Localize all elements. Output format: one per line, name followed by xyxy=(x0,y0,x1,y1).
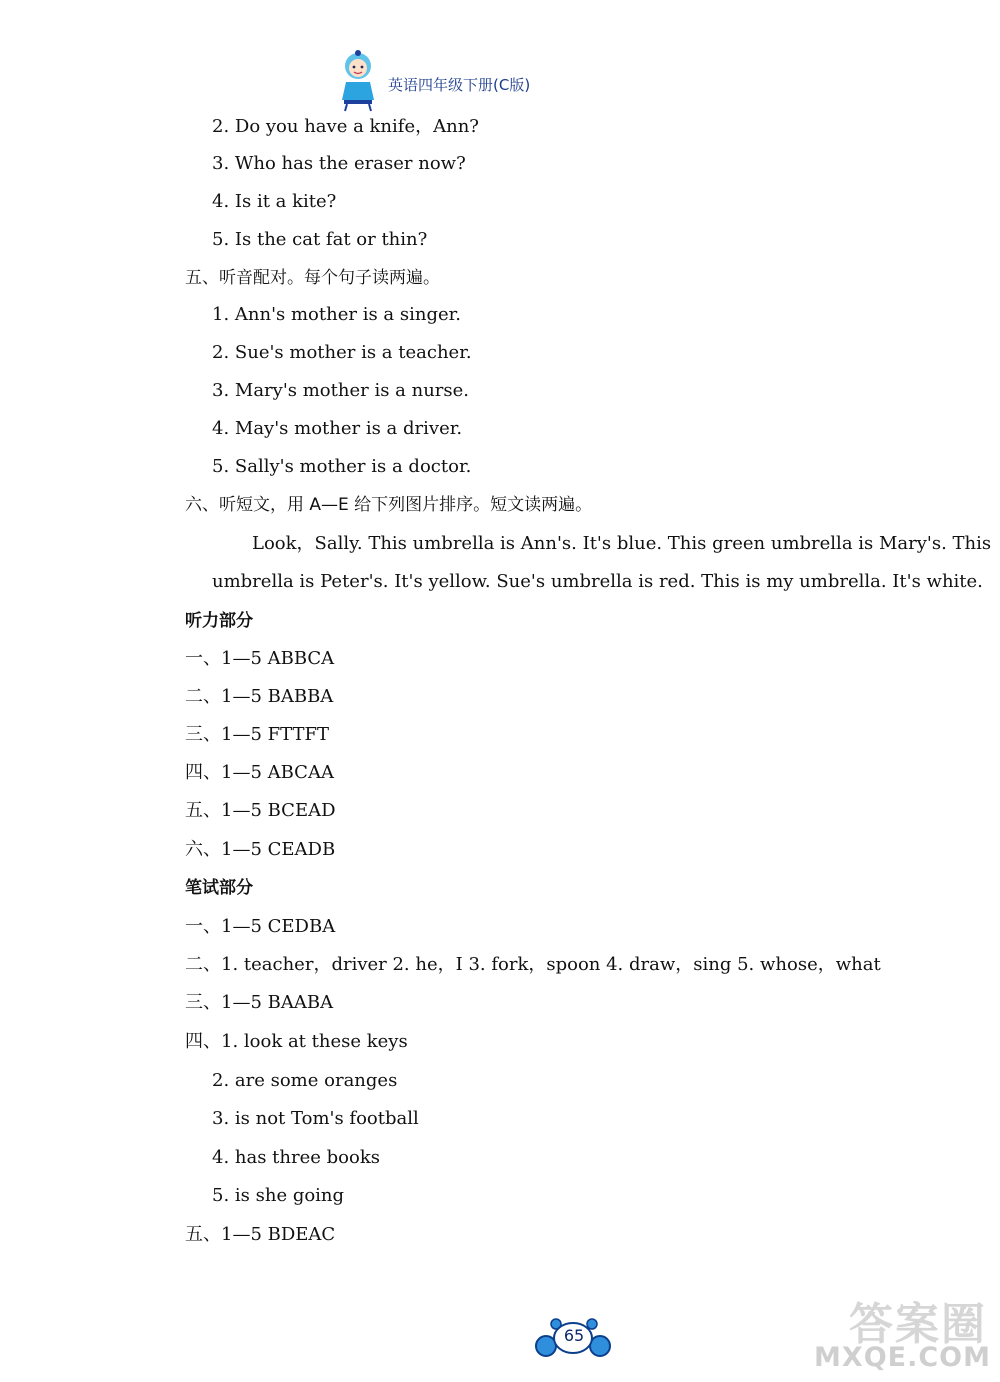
site-watermark xyxy=(745,1288,995,1378)
answer-line: 3. is not Tom's football xyxy=(212,1108,419,1129)
page-header xyxy=(332,48,572,112)
script-line: 2. Do you have a knife，Ann? xyxy=(212,116,479,137)
script-line: 3. Who has the eraser now? xyxy=(212,153,466,174)
page-number: 65 xyxy=(563,1326,585,1345)
book-title: 英语四年级下册(C版) xyxy=(388,76,531,94)
passage-line: Look，Sally. This umbrella is Ann's. It's blue. This green umbrella is Mary's. This xyxy=(252,533,992,554)
section5-item: 5. Sally's mother is a doctor. xyxy=(212,456,472,477)
section5-item: 3. Mary's mother is a nurse. xyxy=(212,380,470,401)
section5-item: 2. Sue's mother is a teacher. xyxy=(212,342,472,363)
answer-line: 二、1. teacher，driver 2. he，I 3. fork，spoon 4. draw，sing 5. whose，what xyxy=(185,954,881,975)
section5-item: 4. May's mother is a driver. xyxy=(212,418,463,439)
script-line: 4. Is it a kite? xyxy=(212,191,337,212)
watermark-domain: MXQE.COM xyxy=(814,1342,991,1373)
watermark-logo-text: 答案圈 xyxy=(849,1299,987,1350)
answer-line: 5. is she going xyxy=(212,1185,345,1206)
page-number-badge xyxy=(534,1316,614,1360)
answer-line: 四、1—5 ABCAA xyxy=(185,762,334,783)
section5-item: 1. Ann's mother is a singer. xyxy=(212,304,461,325)
answer-line: 一、1—5 CEDBA xyxy=(185,916,336,937)
answer-line: 二、1—5 BABBA xyxy=(185,686,334,707)
listening-answers-heading: 听力部分 xyxy=(185,611,253,631)
section5-heading: 五、听音配对。每个句子读两遍。 xyxy=(185,268,440,288)
answer-line: 三、1—5 BAABA xyxy=(185,992,334,1013)
script-line: 5. Is the cat fat or thin? xyxy=(212,229,428,250)
answer-line: 五、1—5 BCEAD xyxy=(185,800,336,821)
answer-line: 三、1—5 FTTFT xyxy=(185,724,329,745)
written-answers-heading: 笔试部分 xyxy=(185,878,253,898)
answer-line: 一、1—5 ABBCA xyxy=(185,648,335,669)
answer-line: 六、1—5 CEADB xyxy=(185,839,336,860)
answer-line: 五、1—5 BDEAC xyxy=(185,1224,336,1245)
section6-heading: 六、听短文，用 A—E 给下列图片排序。短文读两遍。 xyxy=(185,495,593,515)
answer-line: 2. are some oranges xyxy=(212,1070,398,1091)
girl-mascot-icon xyxy=(332,48,384,112)
passage-line: umbrella is Peter's. It's yellow. Sue's umbrella is red. This is my umbrella. It's white. xyxy=(212,571,983,592)
answer-line: 4. has three books xyxy=(212,1147,380,1168)
answer-line: 四、1. look at these keys xyxy=(185,1031,408,1052)
